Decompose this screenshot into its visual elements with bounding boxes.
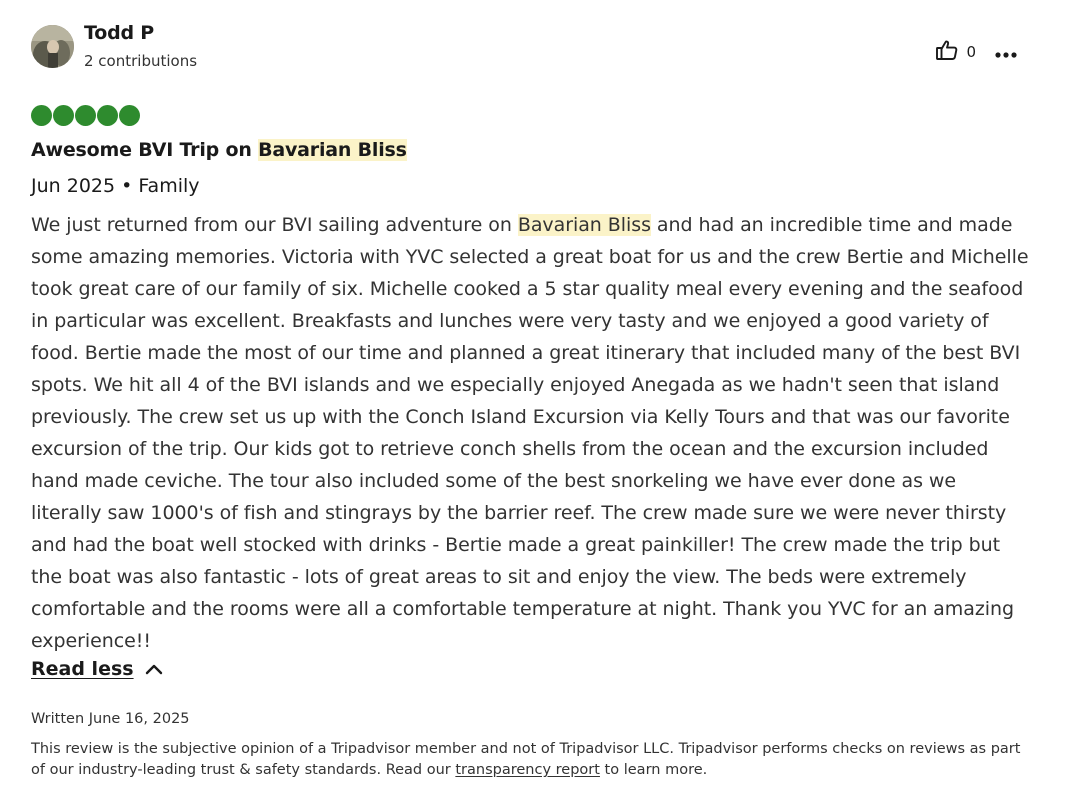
disclaimer-text: This review is the subjective opinion of a Tripadvisor member and not of Tripadvisor LLC. Tripadvisor performs checks on reviews as part of our industry-leading trust & safety standards. Read our — [31, 741, 1021, 778]
chevron-up-icon — [144, 662, 164, 676]
thumbs-up-icon — [935, 38, 959, 66]
trip-meta: Jun 2025 • Family — [31, 175, 200, 197]
review-title-text: Awesome BVI Trip on — [31, 139, 259, 161]
avatar[interactable] — [31, 25, 74, 68]
avatar-photo — [31, 25, 74, 68]
review-title[interactable] — [31, 137, 1031, 163]
more-options-button[interactable] — [995, 43, 1017, 62]
rating-bubble-icon — [75, 105, 96, 126]
user-name[interactable]: Todd P — [84, 22, 155, 44]
review-disclaimer — [31, 739, 1031, 781]
disclaimer-text-end: to learn more. — [599, 762, 708, 778]
review-body-highlight: Bavarian Bliss — [517, 214, 651, 236]
user-contributions: 2 contributions — [84, 52, 198, 70]
read-less-label: Read less — [31, 658, 134, 680]
review-body — [31, 209, 1031, 657]
transparency-report-link[interactable]: transparency report — [455, 762, 600, 778]
helpful-vote-button[interactable] — [935, 38, 976, 66]
rating-bubbles — [31, 105, 1031, 127]
review-body-rest: and had an incredible time and made some amazing memories. Victoria with YVC selected a great boat for us and the crew Bertie and Michelle took great care of our family of six. Michelle cooked a 5 star quality meal every evening and the seafood in particular was excellent. Breakfasts and lunches were very tasty and we enjoyed a good variety of food. Bertie made the most of our time and planned a great itinerary that included many of the best BVI spots. We hit all 4 of the BVI islands and we especially enjoyed Anegada as we hadn't seen that island previously. The crew set us up with the Conch Island Excursion via Kelly Tours and that was our favorite excursion of the trip. Our kids got to retrieve conch shells from the ocean and the excursion included hand made ceviche. The tour also included some of the best snorkeling we have ever done as we literally saw 1000's of fish and stingrays by the barrier reef. The crew made sure we were never thirsty and had the boat well stocked with drinks - Bertie made a great painkiller! The crew made the trip but the boat was also fantastic - lots of great areas to sit and enjoy the view. The beds were extremely comfortable and the rooms were all a comfortable temperature at night. Thank you YVC for an amazing experience!! — [31, 214, 1029, 652]
helpful-vote-count: 0 — [966, 43, 976, 61]
ellipsis-icon — [995, 43, 1017, 62]
review-card — [31, 24, 1031, 781]
review-header — [31, 24, 1031, 70]
rating-bubble-icon — [31, 105, 52, 126]
review-title-highlight: Bavarian Bliss — [258, 139, 407, 161]
rating-bubble-icon — [119, 105, 140, 126]
rating-bubble-icon — [97, 105, 118, 126]
rating-bubble-icon — [53, 105, 74, 126]
written-date: Written June 16, 2025 — [31, 711, 190, 727]
review-body-start: We just returned from our BVI sailing adventure on — [31, 214, 518, 236]
review-actions — [935, 38, 1017, 66]
read-less-button[interactable] — [31, 658, 1031, 680]
